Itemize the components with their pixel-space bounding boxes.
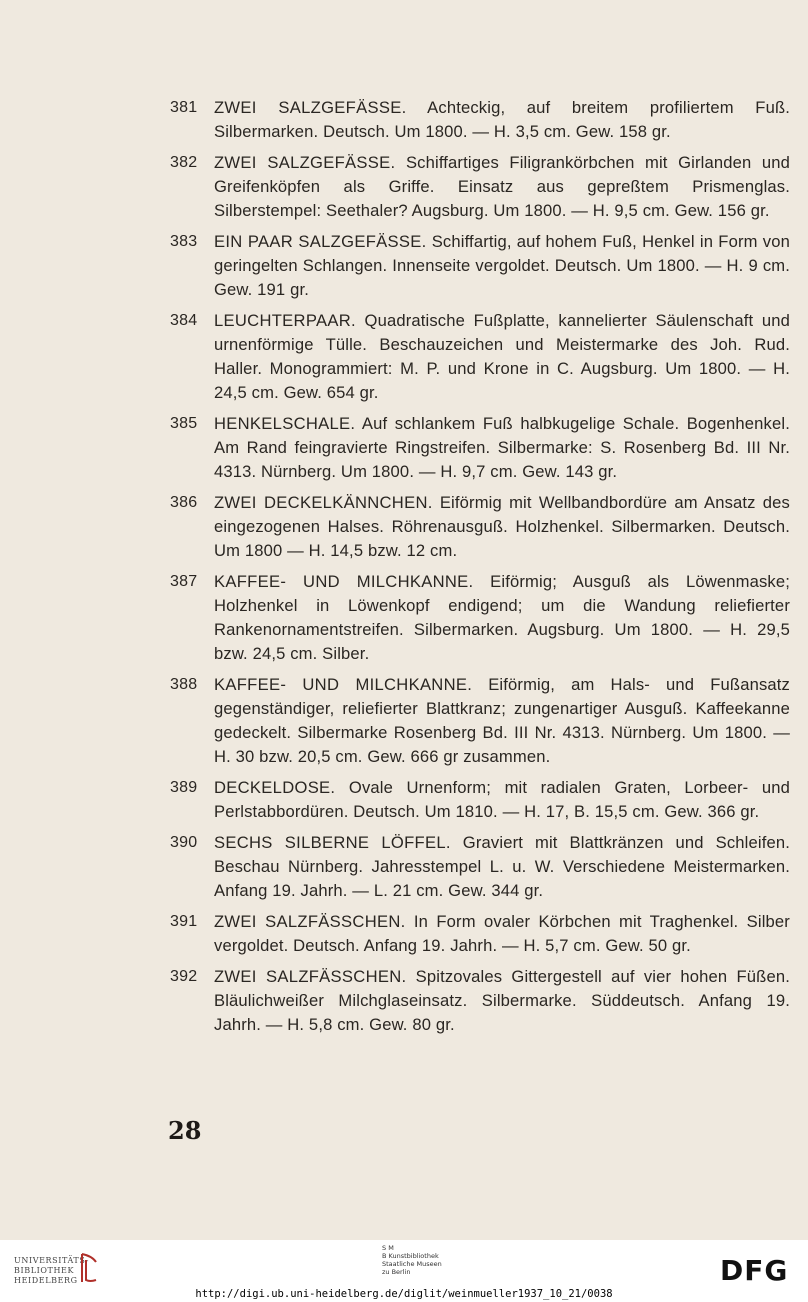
entry-body: Eiförmig, am Hals- und Fußansatz gegenständiger, reliefierter Blattkranz; zungenartiger Ausguß. Kaffeekanne gedeckelt. Silbermarke Rosenberg Bd. III Nr. 4313. Nürnberg. Um 1800. — H. 30 bzw. 20,5 cm. Gew. 666 gr zusammen. xyxy=(214,675,790,766)
catalog-entry xyxy=(170,910,790,958)
entry-body: Eiförmig; Ausguß als Löwenmaske; Holzhenkel in Löwenkopf endigend; um die Wandung reliefierter Rankenornamentstreifen. Silbermarken. Augsburg. Um 1800. — H. 29,5 bzw. 24,5 cm. Silber. xyxy=(214,572,790,663)
entry-number: 392 xyxy=(170,968,198,985)
entry-body: Quadratische Fußplatte, kannelierter Säulenschaft und urnenförmige Tülle. Beschauzeichen und Meistermarke des Joh. Rud. Haller. Monogrammiert: M. P. und Krone in C. Augsburg. Um 1800. — H. 24,5 cm. Gew. 654 gr. xyxy=(214,311,790,402)
catalog-entry xyxy=(170,230,790,302)
entry-body: Achteckig, auf breitem profiliertem Fuß. Silbermarken. Deutsch. Um 1800. — H. 3,5 cm. Gew. 158 gr. xyxy=(214,98,790,141)
entry-title: ZWEI DECKELKÄNNCHEN. xyxy=(214,493,433,512)
entry-number: 388 xyxy=(170,676,198,693)
entry-body: Auf schlankem Fuß halbkugelige Schale. Bogenhenkel. Am Rand feingravierte Ringstreifen. Silbermarke: S. Rosenberg Bd. III Nr. 4313. Nürnberg. Um 1800. — H. 9,7 cm. Gew. 143 gr. xyxy=(214,414,790,481)
page-number: 28 xyxy=(168,1116,202,1145)
entry-body: Eiförmig mit Wellbandbordüre am Ansatz des eingezogenen Halses. Röhrenausguß. Holzhenkel. Silbermarken. Deutsch. Um 1800 — H. 14,5 bzw. 12 cm. xyxy=(214,493,790,560)
entry-list xyxy=(170,96,790,1044)
entry-number: 387 xyxy=(170,573,198,590)
entry-title: ZWEI SALZFÄSSCHEN. xyxy=(214,912,406,931)
entry-title: ZWEI SALZGEFÄSSE. xyxy=(214,153,396,172)
catalog-entry xyxy=(170,831,790,903)
entry-number: 391 xyxy=(170,913,198,930)
entry-title: KAFFEE- UND MILCHKANNE. xyxy=(214,572,474,591)
entry-title: ZWEI SALZFÄSSCHEN. xyxy=(214,967,407,986)
entry-number: 382 xyxy=(170,154,198,171)
entry-title: EIN PAAR SALZGEFÄSSE. xyxy=(214,232,427,251)
entry-number: 389 xyxy=(170,779,198,796)
entry-number: 381 xyxy=(170,99,198,116)
dfg-logo: DFG xyxy=(720,1254,789,1287)
university-library-label: UNIVERSITÄTS- BIBLIOTHEK HEIDELBERG xyxy=(14,1256,90,1285)
entry-title: HENKELSCHALE. xyxy=(214,414,356,433)
digitization-footer xyxy=(0,1240,808,1302)
entry-title: KAFFEE- UND MILCHKANNE. xyxy=(214,675,473,694)
catalog-entry xyxy=(170,151,790,223)
catalog-entry xyxy=(170,965,790,1037)
entry-body: Schiffartiges Filigrankörbchen mit Girlanden und Greifenköpfen als Griffe. Einsatz aus gepreßtem Prismenglas. Silberstempel: Seethaler? Augsburg. Um 1800. — H. 9,5 cm. Gew. 156 gr. xyxy=(214,153,791,220)
smb-kunstbibliothek-label: S M B Kunstbibliothek Staatliche Museen zu Berlin xyxy=(382,1244,442,1276)
catalog-entry xyxy=(170,309,790,405)
entry-title: DECKELDOSE. xyxy=(214,778,336,797)
entry-body: Graviert mit Blattkränzen und Schleifen. Beschau Nürnberg. Jahresstempel L. u. W. Verschiedene Meistermarken. Anfang 19. Jahrh. — L. 21 cm. Gew. 344 gr. xyxy=(214,833,791,900)
entry-body: In Form ovaler Körbchen mit Traghenkel. Silber vergoldet. Deutsch. Anfang 19. Jahrh. — H. 5,7 cm. Gew. 50 gr. xyxy=(214,912,790,955)
entry-number: 385 xyxy=(170,415,198,432)
university-logo-icon xyxy=(78,1252,100,1284)
source-url[interactable]: http://digi.ub.uni-heidelberg.de/diglit/weinmueller1937_10_21/0038 xyxy=(195,1288,613,1300)
entry-title: ZWEI SALZGEFÄSSE. xyxy=(214,98,407,117)
entry-number: 390 xyxy=(170,834,198,851)
entry-title: LEUCHTERPAAR. xyxy=(214,311,356,330)
catalog-entry xyxy=(170,570,790,666)
catalog-entry xyxy=(170,491,790,563)
catalog-entry xyxy=(170,776,790,824)
entry-body: Schiffartig, auf hohem Fuß, Henkel in Form von geringelten Schlangen. Innenseite vergoldet. Deutsch. Um 1800. — H. 9 cm. Gew. 191 gr. xyxy=(214,232,790,299)
entry-title: SECHS SILBERNE LÖFFEL. xyxy=(214,833,451,852)
entry-number: 383 xyxy=(170,233,198,250)
catalog-entry xyxy=(170,673,790,769)
catalog-entry xyxy=(170,412,790,484)
entry-number: 386 xyxy=(170,494,198,511)
entry-body: Ovale Urnenform; mit radialen Graten, Lorbeer- und Perlstabbordüren. Deutsch. Um 1810. — H. 17, B. 15,5 cm. Gew. 366 gr. xyxy=(214,778,790,821)
entry-number: 384 xyxy=(170,312,198,329)
entry-body: Spitzovales Gittergestell auf vier hohen Füßen. Bläulichweißer Milchglaseinsatz. Silbermarke. Süddeutsch. Anfang 19. Jahrh. — H. 5,8 cm. Gew. 80 gr. xyxy=(214,967,790,1034)
catalog-entry xyxy=(170,96,790,144)
